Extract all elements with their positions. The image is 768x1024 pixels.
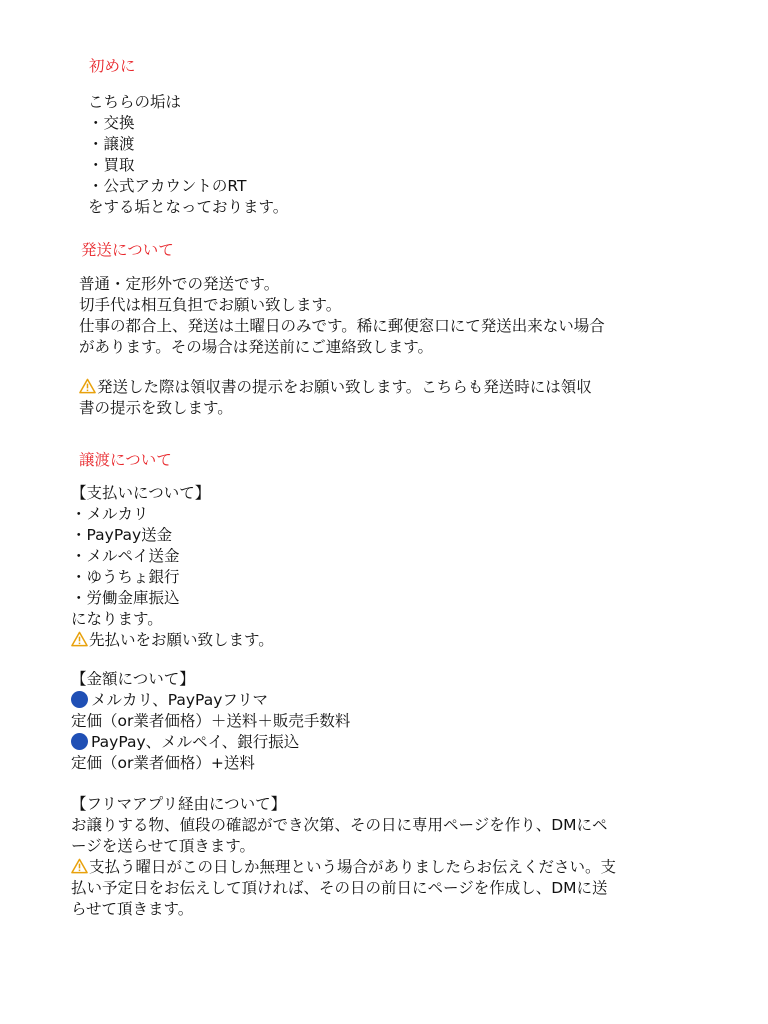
fleamarket-line: お譲りする物、値段の確認ができ次第、その日に専用ページを作り、DMにペ bbox=[71, 816, 608, 834]
payment-warning-line bbox=[71, 630, 274, 651]
payment-item: ・PayPay送金 bbox=[71, 526, 173, 544]
fleamarket-title: 【フリマアプリ経由について】 bbox=[71, 795, 287, 813]
price-option-2-label: PayPay、メルペイ、銀行振込 bbox=[91, 733, 300, 751]
price-option-2-detail: 定価（or業者価格）+送料 bbox=[71, 754, 255, 772]
fleamarket-line: ージを送らせて頂きます。 bbox=[71, 837, 255, 855]
fleamarket-warning-line: 払い予定日をお伝えして頂ければ、その日の前日にページを作成し、DMに送 bbox=[71, 879, 608, 897]
shipping-line: があります。その場合は発送前にご連絡致します。 bbox=[79, 338, 434, 356]
price-option-2 bbox=[71, 732, 299, 753]
warning-icon bbox=[79, 378, 96, 394]
intro-line: ・譲渡 bbox=[88, 135, 135, 153]
shipping-warning-text: 発送した際は領収書の提示をお願い致します。こちらも発送時には領収 bbox=[97, 378, 592, 396]
shipping-warning-line bbox=[79, 377, 592, 398]
fleamarket-warning-text: 支払う曜日がこの日しか無理という場合がありましたらお伝えください。支 bbox=[89, 858, 617, 876]
payment-item: ・ゆうちょ銀行 bbox=[71, 568, 180, 586]
price-option-1-label: メルカリ、PayPayフリマ bbox=[91, 691, 268, 709]
intro-line: ・公式アカウントのRT bbox=[88, 177, 247, 195]
payment-warning-text: 先払いをお願い致します。 bbox=[89, 631, 274, 649]
intro-line: ・買取 bbox=[88, 156, 135, 174]
price-title: 【金額について】 bbox=[71, 670, 195, 688]
price-option-1-detail: 定価（or業者価格）＋送料＋販売手数料 bbox=[71, 712, 351, 730]
price-option-1 bbox=[71, 690, 268, 711]
shipping-line: 普通・定形外での発送です。 bbox=[79, 275, 280, 293]
blue-circle-icon bbox=[71, 691, 88, 708]
shipping-line: 仕事の都合上、発送は土曜日のみです。稀に郵便窓口にて発送出来ない場合 bbox=[79, 317, 605, 335]
warning-icon bbox=[71, 858, 88, 874]
fleamarket-warning-line: らせて頂きます。 bbox=[71, 900, 194, 918]
blue-circle-icon bbox=[71, 733, 88, 750]
payment-item: ・メルペイ送金 bbox=[71, 547, 180, 565]
shipping-heading: 発送について bbox=[81, 241, 174, 259]
shipping-warning-line: 書の提示を致します。 bbox=[79, 399, 233, 417]
intro-line: ・交換 bbox=[88, 114, 135, 132]
shipping-line: 切手代は相互負担でお願い致します。 bbox=[79, 296, 342, 314]
payment-closing: になります。 bbox=[71, 610, 163, 628]
warning-icon bbox=[71, 631, 88, 647]
intro-line: をする垢となっております。 bbox=[88, 198, 289, 216]
intro-line: こちらの垢は bbox=[88, 93, 182, 111]
fleamarket-warning-line bbox=[71, 857, 616, 878]
transfer-heading: 譲渡について bbox=[79, 451, 172, 469]
payment-item: ・労働金庫振込 bbox=[71, 589, 180, 607]
payment-item: ・メルカリ bbox=[71, 505, 149, 523]
payment-title: 【支払いについて】 bbox=[71, 484, 211, 502]
intro-heading: 初めに bbox=[89, 57, 136, 75]
